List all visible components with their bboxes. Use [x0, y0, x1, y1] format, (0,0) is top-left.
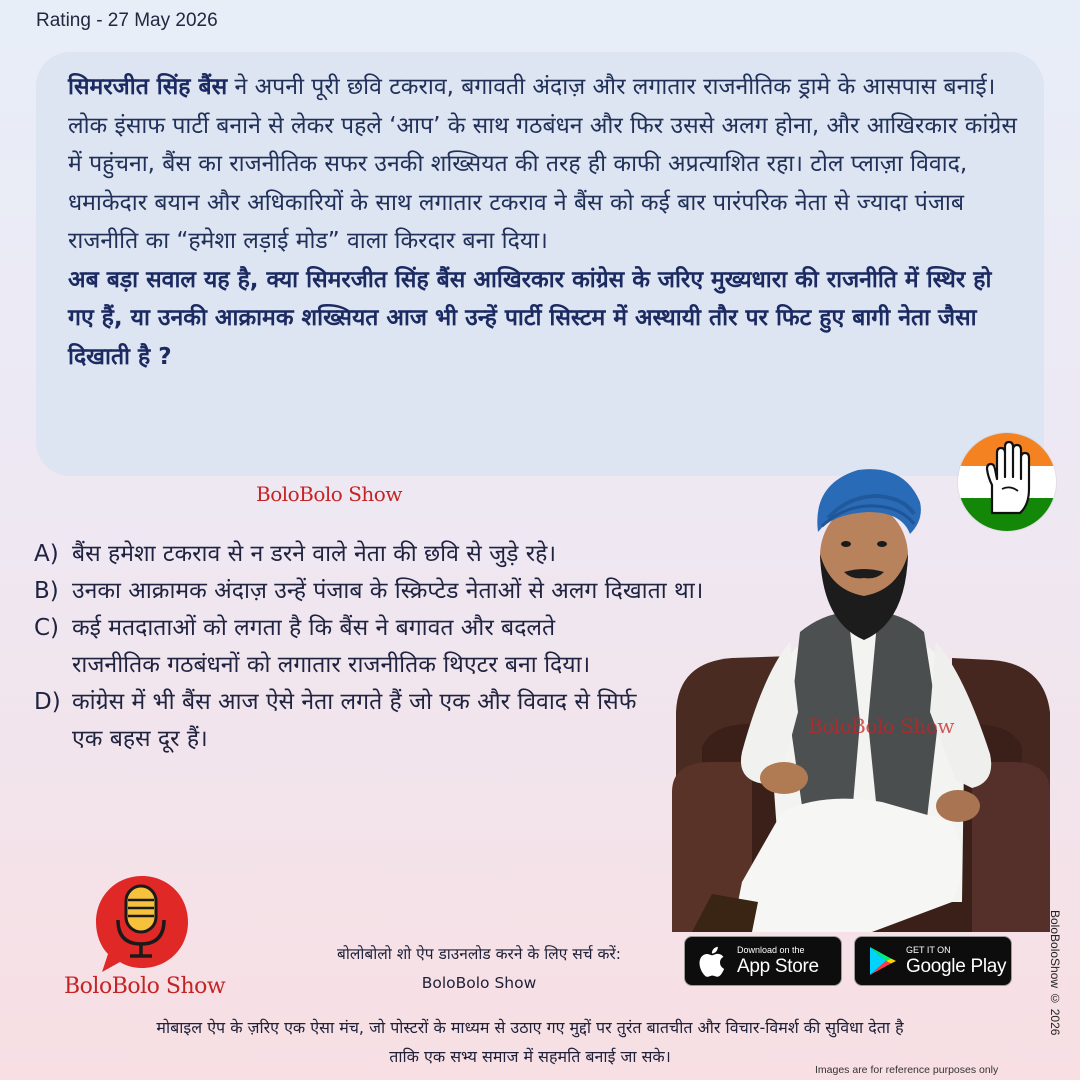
apple-icon — [693, 941, 733, 981]
download-instruction: बोलोबोलो शो ऐप डाउनलोड करने के लिए सर्च करें: — [337, 945, 621, 963]
copyright-notice: BoloBoloShow © 2026 — [1048, 910, 1062, 1036]
option-key: D) — [34, 689, 61, 715]
option-text: उनका आक्रामक अंदाज़ उन्हें पंजाब के स्क्रिप्टेड नेताओं से अलग दिखाता था। — [72, 578, 704, 604]
brand-logo-text: BoloBolo Show — [64, 974, 226, 999]
download-prompt — [300, 940, 658, 998]
option-text: बैंस हमेशा टकराव से न डरने वाले नेता की छवि से जुड़े रहे। — [72, 541, 557, 567]
question-intro: ने अपनी पूरी छवि टकराव, बगावती अंदाज़ और लगातार राजनीतिक ड्रामे के आसपास बनाई। लोक इंसाफ पार्टी बनाने से लेकर पहले ‘आप’ के साथ गठबंधन और फिर उससे अलग होना, और आखिरकार कांग्रेस में पहुंचना, बैंस का राजनीतिक सफर उनकी शख्सियत की तरह ही काफी अप्रत्याशित रहा। टोल प्लाज़ा विवाद, धमाकेदार बयान और अधिकारियों के साथ लगातार टकराव ने बैंस को कई बार पारंपरिक नेता से ज्यादा पंजाब राजनीति का “हमेशा लड़ाई मोड” वाला किरदार बना दिया। — [68, 74, 1017, 254]
rating-date-label: Rating - 27 May 2026 — [36, 10, 218, 31]
app-store-button[interactable] — [684, 936, 842, 986]
option-a[interactable] — [34, 536, 714, 573]
option-c[interactable] — [34, 610, 714, 684]
option-key: C) — [34, 615, 60, 641]
google-play-big-text: Google Play — [906, 956, 1007, 977]
option-d[interactable] — [34, 684, 714, 758]
google-play-icon — [864, 943, 900, 979]
question-box — [36, 52, 1044, 476]
option-key: A) — [34, 541, 59, 567]
footer-description — [20, 1013, 1040, 1071]
watermark-label: BoloBolo Show — [808, 714, 954, 738]
option-text: कांग्रेस में भी बैंस आज ऐसे नेता लगते हैं जो एक और विवाद से सिर्फ एक बहस दूर हैं। — [72, 689, 637, 752]
google-play-small-text: GET IT ON — [906, 945, 951, 955]
option-b[interactable] — [34, 573, 714, 610]
options-list — [34, 536, 714, 758]
footer-line-1: मोबाइल ऐप के ज़रिए एक ऐसा मंच, जो पोस्टरों के माध्यम से उठाए गए मुद्दों पर तुरंत बातचीत और विचार-विमर्श की सुविधा देता है — [156, 1018, 904, 1037]
politician-name: सिमरजीत सिंह बैंस — [68, 74, 228, 100]
image-disclaimer: Images are for reference purposes only — [815, 1064, 999, 1076]
app-store-big-text: App Store — [737, 956, 819, 977]
question-paragraph — [68, 68, 1018, 261]
google-play-button[interactable] — [854, 936, 1012, 986]
microphone-icon — [88, 872, 196, 980]
main-question: अब बड़ा सवाल यह है, क्या सिमरजीत सिंह बैंस आखिरकार कांग्रेस के जरिए मुख्यधारा की राजनीति में स्थिर हो गए हैं, या उनकी आक्रामक शख्सियत आज भी उन्हें पार्टी सिस्टम में अस्थायी तौर पर फिट हुए बागी नेता जैसा दिखाती है ? — [68, 266, 992, 370]
option-text: कई मतदाताओं को लगता है कि बैंस ने बगावत और बदलते राजनीतिक गठबंधनों को लगातार राजनीतिक थिएटर बना दिया। — [72, 615, 591, 678]
download-app-name: BoloBolo Show — [421, 974, 537, 992]
option-key: B) — [34, 578, 59, 604]
brand-name-label: BoloBolo Show — [256, 482, 402, 506]
politician-photo — [672, 462, 1050, 932]
footer-line-2: ताकि एक सभ्य समाज में सहमति बनाई जा सके। — [389, 1047, 671, 1066]
bolobolo-mic-logo — [88, 872, 196, 980]
app-store-small-text: Download on the — [737, 945, 805, 955]
